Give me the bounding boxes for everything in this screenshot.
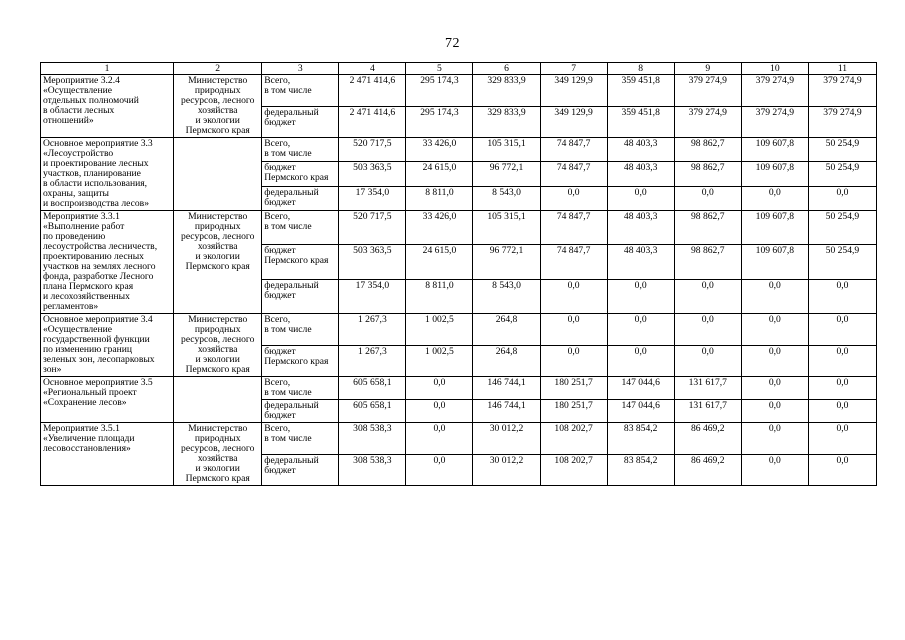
executor-line: хозяйства xyxy=(197,241,238,252)
executor-line: и экологии xyxy=(195,115,240,126)
amount-cell: 48 403,3 xyxy=(607,138,674,162)
amount-cell: 74 847,7 xyxy=(540,211,607,245)
amount-cell: 30 012,2 xyxy=(473,423,540,455)
funding-source-cell xyxy=(262,106,339,138)
table-row xyxy=(41,377,877,400)
amount-cell: 17 354,0 xyxy=(339,186,406,210)
funding-source-line: Всего, xyxy=(264,75,291,86)
page-number: 72 xyxy=(445,36,460,51)
amount-cell: 98 862,7 xyxy=(674,245,741,279)
amount-cell: 520 717,5 xyxy=(339,138,406,162)
amount-cell: 74 847,7 xyxy=(540,138,607,162)
column-header: 11 xyxy=(808,63,876,75)
activity-name-line: «Увеличение площади xyxy=(43,433,135,444)
funding-source-line: бюджет xyxy=(264,464,296,476)
funding-source-cell xyxy=(262,211,339,245)
activity-name-line: участков, планирование xyxy=(43,168,141,179)
amount-cell: 0,0 xyxy=(741,314,808,346)
amount-cell: 295 174,3 xyxy=(406,75,473,107)
amount-cell: 108 202,7 xyxy=(540,454,607,486)
activity-name-line: государственной функции xyxy=(43,334,150,345)
amount-cell: 0,0 xyxy=(540,345,607,377)
column-header: 4 xyxy=(339,63,406,75)
amount-cell: 0,0 xyxy=(741,454,808,486)
table-row xyxy=(41,138,877,162)
amount-cell: 359 451,8 xyxy=(607,106,674,138)
amount-cell: 605 658,1 xyxy=(339,377,406,400)
activity-name-line: и лесохозяйственных xyxy=(43,291,130,302)
executor-cell xyxy=(174,138,262,211)
amount-cell: 379 274,9 xyxy=(674,75,741,107)
funding-source-line: бюджет xyxy=(264,289,296,301)
amount-cell: 98 862,7 xyxy=(674,211,741,245)
funding-source-line: Всего, xyxy=(264,377,291,388)
activity-name-line: «Лесоустройство xyxy=(43,148,114,159)
amount-cell: 146 744,1 xyxy=(473,377,540,400)
amount-cell: 98 862,7 xyxy=(674,138,741,162)
amount-cell: 0,0 xyxy=(607,279,674,313)
activity-name-line: отдельных полномочий xyxy=(43,95,139,106)
activity-name-line: по проведению xyxy=(43,231,106,242)
amount-cell: 48 403,3 xyxy=(607,211,674,245)
funding-source-cell xyxy=(262,454,339,486)
amount-cell: 147 044,6 xyxy=(607,377,674,400)
activity-name-line: «Региональный проект xyxy=(43,387,137,398)
amount-cell: 520 717,5 xyxy=(339,211,406,245)
amount-cell: 105 315,1 xyxy=(473,211,540,245)
activity-name-cell xyxy=(41,377,174,423)
executor-line: ресурсов, лесного xyxy=(181,443,255,454)
amount-cell: 109 607,8 xyxy=(741,138,808,162)
amount-cell: 50 254,9 xyxy=(808,162,876,186)
funding-source-line: федеральный xyxy=(264,186,319,198)
executor-line: и экологии xyxy=(195,354,240,365)
activity-name-line: плана Пермского края xyxy=(43,281,134,292)
amount-cell: 349 129,9 xyxy=(540,106,607,138)
amount-cell: 83 854,2 xyxy=(607,423,674,455)
activity-name-line: зон» xyxy=(43,364,62,375)
funding-source-line: федеральный xyxy=(264,106,319,118)
funding-source-line: в том числе xyxy=(264,148,312,159)
executor-line: и экологии xyxy=(195,251,240,262)
activity-name-line: отношений» xyxy=(43,115,94,126)
funding-source-line: в том числе xyxy=(264,221,312,232)
amount-cell: 0,0 xyxy=(808,454,876,486)
executor-cell xyxy=(174,211,262,314)
funding-source-cell xyxy=(262,245,339,279)
funding-source-line: Всего, xyxy=(264,423,291,434)
funding-source-line: федеральный xyxy=(264,279,319,291)
activity-name-line: лесовосстановления» xyxy=(43,443,131,454)
activity-name-line: Основное мероприятие 3.3 xyxy=(43,138,153,149)
amount-cell: 96 772,1 xyxy=(473,245,540,279)
table-row xyxy=(41,211,877,245)
activity-name-line: «Осуществление xyxy=(43,324,112,335)
amount-cell: 180 251,7 xyxy=(540,400,607,423)
amount-cell: 0,0 xyxy=(808,279,876,313)
funding-source-cell xyxy=(262,377,339,400)
amount-cell: 8 811,0 xyxy=(406,279,473,313)
amount-cell: 147 044,6 xyxy=(607,400,674,423)
funding-source-line: Всего, xyxy=(264,211,291,222)
amount-cell: 0,0 xyxy=(406,454,473,486)
amount-cell: 146 744,1 xyxy=(473,400,540,423)
amount-cell: 379 274,9 xyxy=(741,75,808,107)
amount-cell: 24 615,0 xyxy=(406,245,473,279)
executor-line: ресурсов, лесного xyxy=(181,231,255,242)
amount-cell: 349 129,9 xyxy=(540,75,607,107)
amount-cell: 109 607,8 xyxy=(741,162,808,186)
amount-cell: 0,0 xyxy=(674,314,741,346)
amount-cell: 329 833,9 xyxy=(473,106,540,138)
amount-cell: 17 354,0 xyxy=(339,279,406,313)
executor-line: хозяйства xyxy=(197,453,238,464)
amount-cell: 264,8 xyxy=(473,314,540,346)
amount-cell: 74 847,7 xyxy=(540,245,607,279)
activity-name-line: Мероприятие 3.5.1 xyxy=(43,423,120,434)
amount-cell: 24 615,0 xyxy=(406,162,473,186)
amount-cell: 8 543,0 xyxy=(473,279,540,313)
executor-line: природных xyxy=(194,433,241,444)
column-header: 6 xyxy=(473,63,540,75)
executor-line: ресурсов, лесного xyxy=(181,334,255,345)
activity-name-cell xyxy=(41,211,174,314)
amount-cell: 0,0 xyxy=(741,377,808,400)
amount-cell: 379 274,9 xyxy=(674,106,741,138)
header-row xyxy=(41,63,877,75)
executor-cell xyxy=(174,423,262,486)
amount-cell: 1 002,5 xyxy=(406,345,473,377)
amount-cell: 0,0 xyxy=(808,400,876,423)
amount-cell: 1 267,3 xyxy=(339,314,406,346)
executor-line: хозяйства xyxy=(197,105,238,116)
column-header: 5 xyxy=(406,63,473,75)
funding-source-cell xyxy=(262,400,339,423)
amount-cell: 33 426,0 xyxy=(406,138,473,162)
amount-cell: 0,0 xyxy=(808,345,876,377)
funding-source-line: бюджет xyxy=(264,410,296,421)
activity-name-line: проектированию лесных xyxy=(43,251,144,262)
amount-cell: 109 607,8 xyxy=(741,245,808,279)
amount-cell: 0,0 xyxy=(741,186,808,210)
table-body xyxy=(41,75,877,486)
amount-cell: 0,0 xyxy=(406,400,473,423)
activity-name-line: и воспроизводства лесов» xyxy=(43,198,149,209)
amount-cell: 105 315,1 xyxy=(473,138,540,162)
amount-cell: 0,0 xyxy=(808,186,876,210)
activity-name-line: в области лесных xyxy=(43,105,115,116)
activity-name-line: участков на землях лесного xyxy=(43,261,156,272)
amount-cell: 379 274,9 xyxy=(808,106,876,138)
activity-name-cell xyxy=(41,75,174,138)
column-header: 10 xyxy=(741,63,808,75)
funding-source-line: бюджет xyxy=(264,162,296,174)
funding-source-cell xyxy=(262,138,339,162)
funding-source-cell xyxy=(262,75,339,107)
funding-source-line: в том числе xyxy=(264,433,312,444)
executor-line: Министерство xyxy=(188,423,248,434)
amount-cell: 109 607,8 xyxy=(741,211,808,245)
activity-name-line: «Выполнение работ xyxy=(43,221,125,232)
amount-cell: 2 471 414,6 xyxy=(339,106,406,138)
amount-cell: 0,0 xyxy=(808,377,876,400)
amount-cell: 8 543,0 xyxy=(473,186,540,210)
funding-source-line: бюджет xyxy=(264,116,296,128)
amount-cell: 50 254,9 xyxy=(808,138,876,162)
executor-line: Пермского края xyxy=(185,125,250,136)
amount-cell: 503 363,5 xyxy=(339,162,406,186)
amount-cell: 96 772,1 xyxy=(473,162,540,186)
amount-cell: 0,0 xyxy=(741,400,808,423)
amount-cell: 0,0 xyxy=(674,279,741,313)
amount-cell: 50 254,9 xyxy=(808,211,876,245)
amount-cell: 30 012,2 xyxy=(473,454,540,486)
activity-name-cell xyxy=(41,138,174,211)
executor-line: хозяйства xyxy=(197,344,238,355)
amount-cell: 308 538,3 xyxy=(339,454,406,486)
column-header: 2 xyxy=(174,63,262,75)
activity-name-line: фонда, разработке Лесного xyxy=(43,271,154,282)
amount-cell: 1 002,5 xyxy=(406,314,473,346)
column-header: 8 xyxy=(607,63,674,75)
amount-cell: 0,0 xyxy=(607,314,674,346)
amount-cell: 0,0 xyxy=(741,279,808,313)
amount-cell: 0,0 xyxy=(808,314,876,346)
amount-cell: 503 363,5 xyxy=(339,245,406,279)
table-row xyxy=(41,423,877,455)
amount-cell: 359 451,8 xyxy=(607,75,674,107)
amount-cell: 329 833,9 xyxy=(473,75,540,107)
executor-line: природных xyxy=(194,85,241,96)
table-row xyxy=(41,75,877,107)
amount-cell: 86 469,2 xyxy=(674,454,741,486)
table-row xyxy=(41,314,877,346)
amount-cell: 0,0 xyxy=(607,186,674,210)
amount-cell: 0,0 xyxy=(674,345,741,377)
amount-cell: 8 811,0 xyxy=(406,186,473,210)
amount-cell: 0,0 xyxy=(741,345,808,377)
executor-line: и экологии xyxy=(195,463,240,474)
amount-cell: 0,0 xyxy=(674,186,741,210)
amount-cell: 0,0 xyxy=(741,423,808,455)
budget-table xyxy=(40,62,877,486)
activity-name-line: Мероприятие 3.2.4 xyxy=(43,75,120,86)
funding-source-line: Всего, xyxy=(264,314,291,325)
amount-cell: 48 403,3 xyxy=(607,245,674,279)
activity-name-line: по изменению границ xyxy=(43,344,133,355)
executor-line: ресурсов, лесного xyxy=(181,95,255,106)
funding-source-line: Пермского края xyxy=(264,355,329,367)
executor-cell xyxy=(174,75,262,138)
amount-cell: 98 862,7 xyxy=(674,162,741,186)
funding-source-cell xyxy=(262,345,339,377)
amount-cell: 0,0 xyxy=(540,186,607,210)
funding-source-cell xyxy=(262,423,339,455)
activity-name-cell xyxy=(41,423,174,486)
column-header: 9 xyxy=(674,63,741,75)
activity-name-line: «Сохранение лесов» xyxy=(43,397,127,408)
amount-cell: 0,0 xyxy=(406,377,473,400)
amount-cell: 0,0 xyxy=(540,279,607,313)
activity-name-line: Основное мероприятие 3.4 xyxy=(43,314,153,325)
activity-name-line: зеленых зон, лесопарковых xyxy=(43,354,155,365)
column-header: 3 xyxy=(262,63,339,75)
amount-cell: 295 174,3 xyxy=(406,106,473,138)
executor-line: Министерство xyxy=(188,75,248,86)
activity-name-line: лесоустройства лесничеств, xyxy=(43,241,158,252)
funding-source-line: бюджет xyxy=(264,245,296,257)
executor-cell xyxy=(174,314,262,377)
funding-source-line: федеральный xyxy=(264,454,319,466)
activity-name-line: Мероприятие 3.3.1 xyxy=(43,211,120,222)
column-header: 7 xyxy=(540,63,607,75)
executor-cell xyxy=(174,377,262,423)
funding-source-line: в том числе xyxy=(264,324,312,335)
funding-source-line: Всего, xyxy=(264,138,291,149)
amount-cell: 2 471 414,6 xyxy=(339,75,406,107)
amount-cell: 264,8 xyxy=(473,345,540,377)
amount-cell: 131 617,7 xyxy=(674,400,741,423)
executor-line: Министерство xyxy=(188,314,248,325)
executor-line: Пермского края xyxy=(185,473,250,484)
amount-cell: 86 469,2 xyxy=(674,423,741,455)
funding-source-line: бюджет xyxy=(264,196,296,208)
funding-source-line: Пермского края xyxy=(264,255,329,267)
amount-cell: 308 538,3 xyxy=(339,423,406,455)
amount-cell: 48 403,3 xyxy=(607,162,674,186)
activity-name-cell xyxy=(41,314,174,377)
funding-source-line: в том числе xyxy=(264,85,312,96)
activity-name-line: Основное мероприятие 3.5 xyxy=(43,377,153,388)
executor-line: природных xyxy=(194,221,241,232)
amount-cell: 0,0 xyxy=(406,423,473,455)
activity-name-line: в области использования, xyxy=(43,178,148,189)
executor-line: Пермского края xyxy=(185,261,250,272)
funding-source-line: бюджет xyxy=(264,345,296,357)
funding-source-line: в том числе xyxy=(264,387,312,398)
amount-cell: 50 254,9 xyxy=(808,245,876,279)
amount-cell: 0,0 xyxy=(808,423,876,455)
funding-source-line: федеральный xyxy=(264,400,319,411)
amount-cell: 605 658,1 xyxy=(339,400,406,423)
funding-source-cell xyxy=(262,162,339,186)
funding-source-cell xyxy=(262,314,339,346)
amount-cell: 33 426,0 xyxy=(406,211,473,245)
executor-line: Пермского края xyxy=(185,364,250,375)
amount-cell: 108 202,7 xyxy=(540,423,607,455)
executor-line: Министерство xyxy=(188,211,248,222)
funding-source-line: Пермского края xyxy=(264,172,329,184)
activity-name-line: и проектирование лесных xyxy=(43,158,149,169)
column-header: 1 xyxy=(41,63,174,75)
amount-cell: 0,0 xyxy=(607,345,674,377)
amount-cell: 131 617,7 xyxy=(674,377,741,400)
executor-line: природных xyxy=(194,324,241,335)
amount-cell: 379 274,9 xyxy=(808,75,876,107)
amount-cell: 0,0 xyxy=(540,314,607,346)
activity-name-line: регламентов» xyxy=(43,301,99,312)
activity-name-line: «Осуществление xyxy=(43,85,112,96)
activity-name-line: охраны, защиты xyxy=(43,188,109,199)
amount-cell: 1 267,3 xyxy=(339,345,406,377)
amount-cell: 379 274,9 xyxy=(741,106,808,138)
amount-cell: 83 854,2 xyxy=(607,454,674,486)
amount-cell: 74 847,7 xyxy=(540,162,607,186)
funding-source-cell xyxy=(262,279,339,313)
funding-source-cell xyxy=(262,186,339,210)
amount-cell: 180 251,7 xyxy=(540,377,607,400)
